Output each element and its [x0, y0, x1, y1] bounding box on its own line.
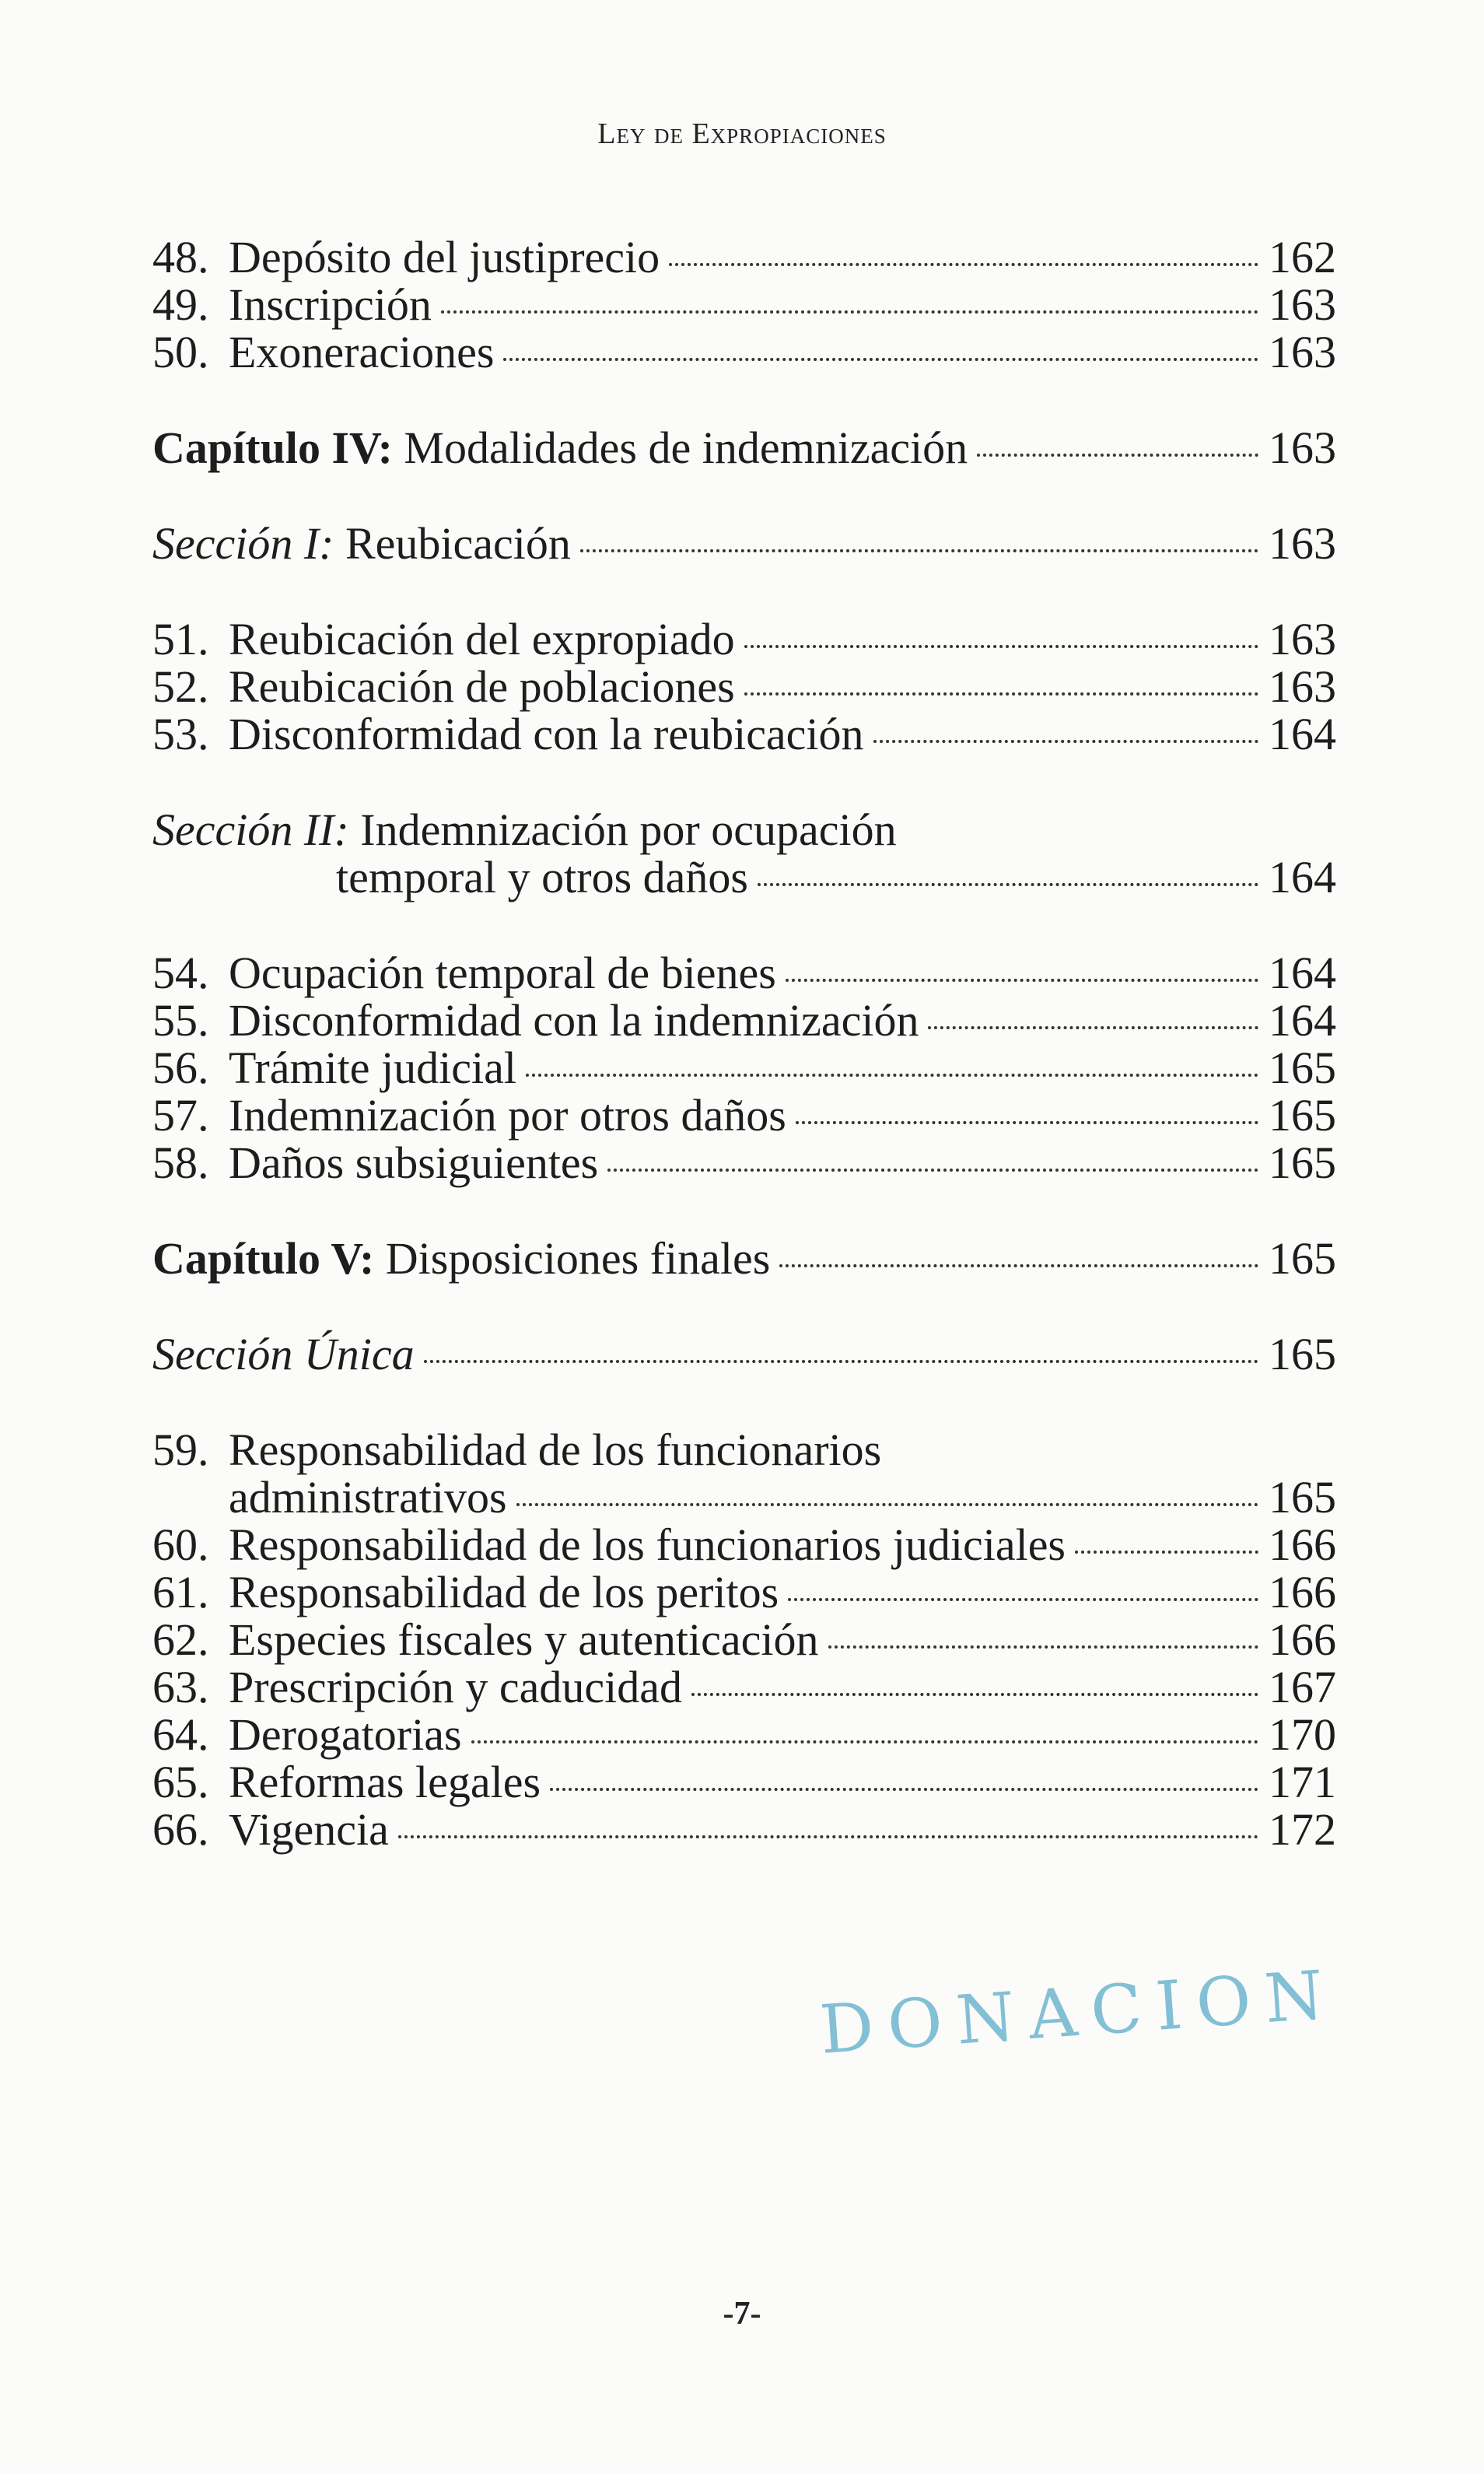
dot-leader [786, 979, 1258, 982]
page-reference: 166 [1269, 1567, 1336, 1617]
article-title: Vigencia [229, 1804, 389, 1855]
article-number: 51. [152, 614, 209, 664]
article-title: Responsabilidad de los funcionarios judiciales [229, 1519, 1066, 1570]
section-entry [152, 520, 1336, 567]
chapter-label: Capítulo V: [152, 1233, 375, 1284]
page-reference: 166 [1269, 1519, 1336, 1570]
toc-entry [152, 1806, 1336, 1853]
article-number: 60. [152, 1519, 209, 1570]
toc-entry [152, 710, 1336, 758]
article-number: 66. [152, 1804, 209, 1855]
article-number: 59. [152, 1424, 209, 1475]
article-number: 50. [152, 327, 209, 377]
article-number: 65. [152, 1757, 209, 1807]
dot-leader [779, 1264, 1258, 1267]
dot-leader [788, 1598, 1258, 1601]
section-title: Indemnización por ocupación [348, 804, 897, 855]
dot-leader [424, 1360, 1258, 1363]
article-number: 52. [152, 661, 209, 712]
section-label: Sección I: [152, 518, 334, 569]
page-reference: 164 [1269, 995, 1336, 1046]
toc-entry-line [152, 1426, 1336, 1474]
dot-leader [398, 1835, 1258, 1838]
article-title: Prescripción y caducidad [229, 1662, 683, 1712]
section-heading [152, 520, 571, 567]
dot-leader [744, 645, 1258, 648]
article-number: 48. [152, 232, 209, 282]
toc-entry [152, 1758, 1336, 1806]
chapter-title: Disposiciones finales [374, 1233, 771, 1284]
article-number: 63. [152, 1662, 209, 1712]
toc-entry [152, 663, 1336, 710]
dot-leader [1075, 1551, 1258, 1554]
chapter-label: Capítulo IV: [152, 422, 393, 473]
article-title: Responsabilidad de los funcionarios [229, 1424, 882, 1475]
dot-leader [691, 1693, 1258, 1696]
dot-leader [744, 692, 1258, 696]
article-number: 64. [152, 1709, 209, 1760]
toc-entry [152, 1044, 1336, 1092]
toc-entry [152, 1663, 1336, 1711]
section-title-continued: temporal y otros daños [336, 852, 748, 902]
dot-leader [873, 740, 1258, 743]
page-reference: 163 [1269, 614, 1336, 664]
dot-leader [516, 1503, 1258, 1506]
section-title: Reubicación [334, 518, 571, 569]
article-number: 61. [152, 1567, 209, 1617]
chapter-entry [152, 1235, 1336, 1282]
toc-block-articles [152, 615, 1336, 758]
article-number: 53. [152, 709, 209, 759]
section-label: Sección Única [152, 1329, 415, 1379]
toc-block-chapter [152, 424, 1336, 471]
article-number: 62. [152, 1614, 209, 1665]
toc-block-articles [152, 949, 1336, 1186]
page-reference: 165 [1269, 1137, 1336, 1188]
chapter-heading [152, 1235, 770, 1282]
dot-leader [796, 1121, 1258, 1124]
toc-entry [152, 1474, 1336, 1521]
article-title: Trámite judicial [229, 1043, 516, 1093]
dot-leader [928, 1026, 1258, 1029]
dot-leader [550, 1788, 1258, 1791]
article-title: Depósito del justiprecio [229, 232, 660, 282]
article-title: Disconformidad con la reubicación [229, 709, 864, 759]
chapter-title: Modalidades de indemnización [392, 422, 968, 473]
page-reference: 167 [1269, 1662, 1336, 1712]
dot-leader [607, 1169, 1258, 1172]
page-reference: 165 [1269, 1043, 1336, 1093]
page-reference: 164 [1269, 709, 1336, 759]
toc-entry [152, 328, 1336, 376]
page-reference: 172 [1269, 1804, 1336, 1855]
article-title: Reubicación de poblaciones [229, 661, 735, 712]
article-number: 57. [152, 1090, 209, 1141]
article-title: Responsabilidad de los peritos [229, 1567, 779, 1617]
page-reference: 163 [1269, 661, 1336, 712]
page-reference: 164 [1269, 852, 1336, 902]
article-title: Reformas legales [229, 1757, 541, 1807]
article-title: Inscripción [229, 279, 432, 330]
section-heading [152, 1330, 415, 1378]
article-number: 56. [152, 1043, 209, 1093]
page-reference: 163 [1269, 422, 1336, 473]
toc-block-section [152, 520, 1336, 567]
toc-block-articles [152, 233, 1336, 376]
section-entry [152, 853, 1336, 901]
article-title: Reubicación del expropiado [229, 614, 735, 664]
dot-leader [758, 883, 1258, 886]
toc-entry [152, 1139, 1336, 1186]
chapter-heading [152, 424, 968, 471]
dot-leader [503, 358, 1258, 361]
page-number: -7- [723, 2296, 761, 2332]
article-title: Disconformidad con la indemnización [229, 995, 919, 1046]
dot-leader [441, 310, 1258, 314]
dot-leader [828, 1645, 1258, 1649]
toc-entry [152, 997, 1336, 1044]
page-reference: 165 [1269, 1090, 1336, 1141]
dot-leader [580, 549, 1258, 552]
dot-leader [526, 1074, 1258, 1077]
page-reference: 171 [1269, 1757, 1336, 1807]
article-number: 54. [152, 948, 209, 998]
section-entry-line [152, 806, 1336, 853]
toc-entry [152, 1521, 1336, 1568]
article-title: Ocupación temporal de bienes [229, 948, 776, 998]
article-title: Indemnización por otros daños [229, 1090, 786, 1141]
page-reference: 163 [1269, 279, 1336, 330]
running-head: Ley de Expropiaciones [597, 117, 887, 150]
toc-entry [152, 281, 1336, 328]
toc-block-section2 [152, 806, 1336, 901]
article-number: 49. [152, 279, 209, 330]
toc-entry [152, 233, 1336, 281]
page-reference: 165 [1269, 1472, 1336, 1523]
toc-block-chapter [152, 1235, 1336, 1282]
toc-entry [152, 1711, 1336, 1758]
article-number: 58. [152, 1137, 209, 1188]
donation-stamp: DONACION [817, 1955, 1340, 2069]
article-title: Derogatorias [229, 1709, 462, 1760]
toc-block-section [152, 1330, 1336, 1378]
page-reference: 166 [1269, 1614, 1336, 1665]
toc-block-articles [152, 1426, 1336, 1853]
dot-leader [471, 1740, 1258, 1743]
section-label: Sección II: [152, 804, 349, 855]
page-reference: 165 [1269, 1329, 1336, 1379]
dot-leader [669, 263, 1258, 266]
toc-entry [152, 949, 1336, 997]
article-title: Exoneraciones [229, 327, 495, 377]
table-of-contents [152, 233, 1336, 1853]
page-reference: 165 [1269, 1233, 1336, 1284]
page-reference: 164 [1269, 948, 1336, 998]
page-reference: 162 [1269, 232, 1336, 282]
article-number: 55. [152, 995, 209, 1046]
page-reference: 170 [1269, 1709, 1336, 1760]
toc-entry [152, 1568, 1336, 1616]
section-entry [152, 1330, 1336, 1378]
toc-entry [152, 615, 1336, 663]
section-heading [152, 806, 897, 853]
chapter-entry [152, 424, 1336, 471]
page-reference: 163 [1269, 518, 1336, 569]
article-title: Daños subsiguientes [229, 1137, 599, 1188]
page-reference: 163 [1269, 327, 1336, 377]
article-title: Especies fiscales y autenticación [229, 1614, 819, 1665]
dot-leader [977, 454, 1258, 457]
toc-entry [152, 1616, 1336, 1663]
article-title-continued: administrativos [229, 1472, 507, 1523]
toc-entry [152, 1092, 1336, 1139]
